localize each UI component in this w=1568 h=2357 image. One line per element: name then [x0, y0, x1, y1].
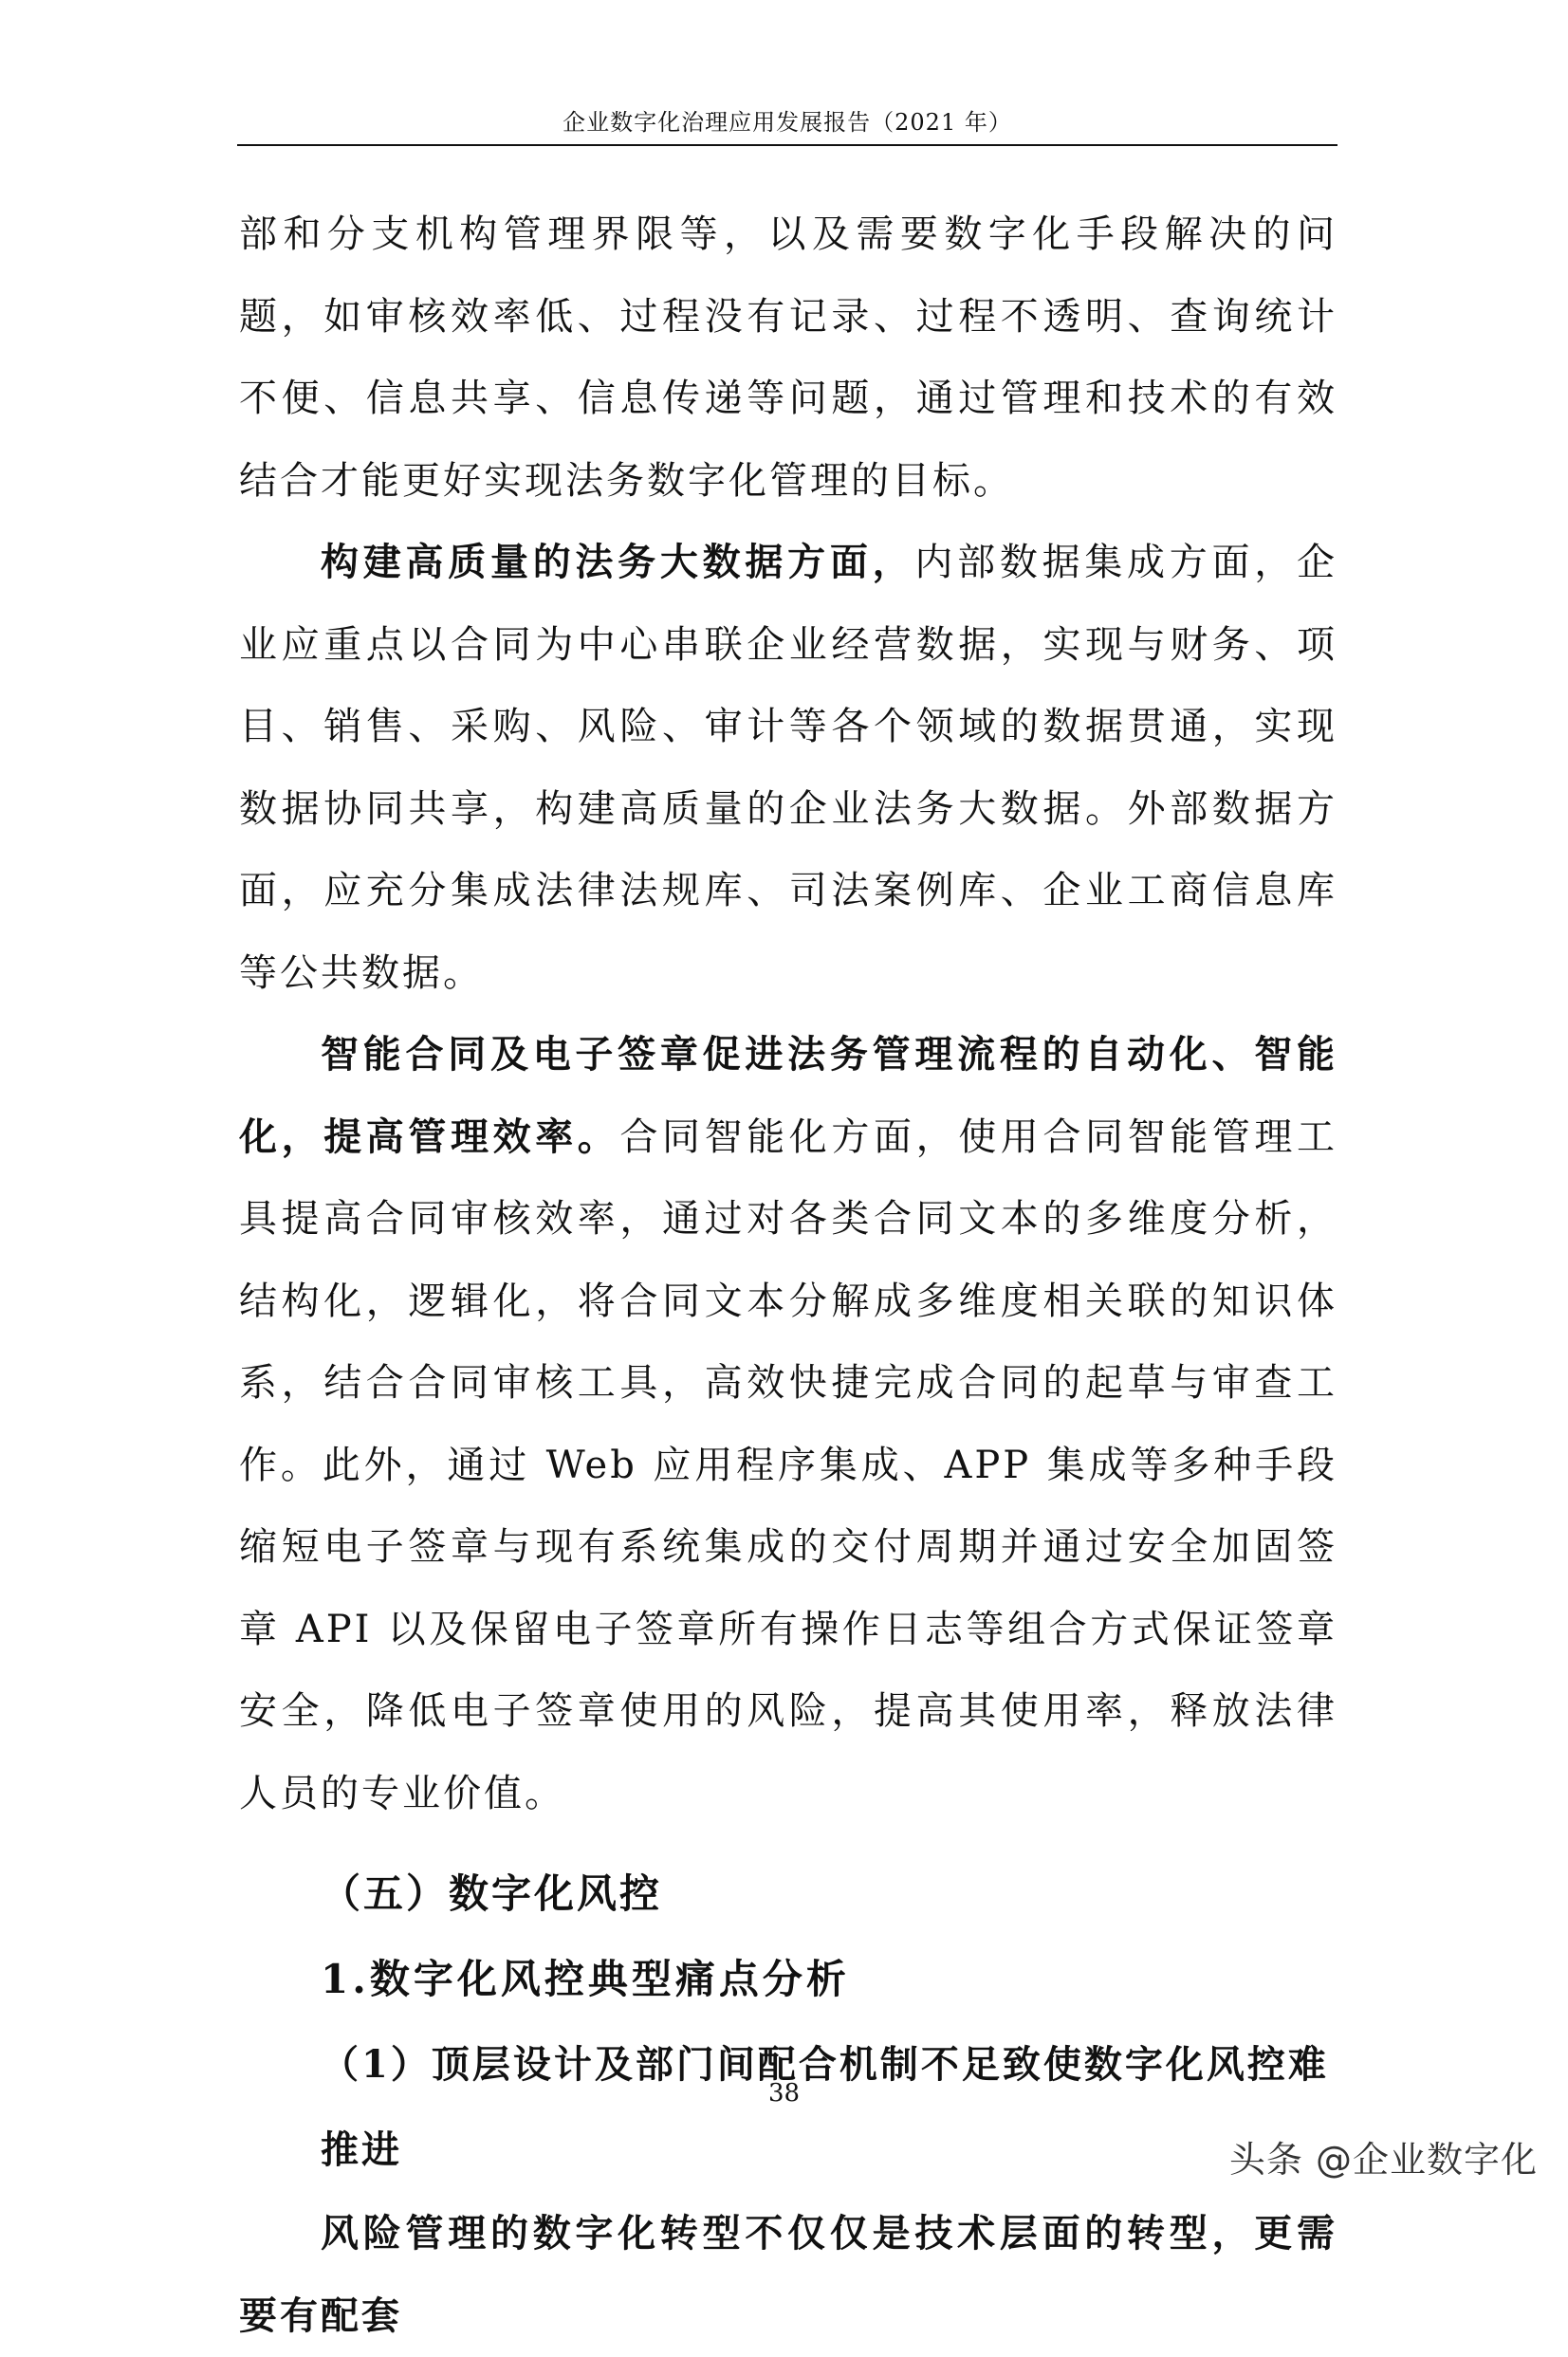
paragraph-3-lead: 智能合同及电子签章促进法务管理流程的自动化、智能化，提高管理效率。 [239, 1032, 1337, 1159]
paragraph-1: 部和分支机构管理界限等，以及需要数字化手段解决的问题，如审核效率低、过程没有记录、过程不透明、查询统计不便、信息共享、信息传递等问题，通过管理和技术的有效结合才能更好实现法务数字化管理的目标。 [239, 212, 1337, 503]
paragraph-2-text: 内部数据集成方面，企业应重点以合同为中心串联企业经营数据，实现与财务、项目、销售、采购、风险、审计等各个领域的数据贯通，实现数据协同共享，构建高质量的企业法务大数据。外部数据方面，应充分集成法律法规库、司法案例库、企业工商信息库等公共数据。 [239, 541, 1338, 995]
running-header: 企业数字化治理应用发展报告（2021 年） [563, 109, 1012, 136]
page-number: 38 [767, 2079, 801, 2108]
subsubsection-heading: （1）顶层设计及部门间配合机制不足致使数字化风控难推进 [321, 2042, 1329, 2172]
watermark-text: 头条 @企业数字化 [1228, 2139, 1538, 2181]
header-rule [237, 144, 1337, 146]
paragraph-3 [239, 1014, 1337, 1834]
subsection-heading: 1.数字化风控典型痛点分析 [321, 1956, 850, 2002]
paragraph-2-lead: 构建高质量的法务大数据方面， [321, 540, 915, 584]
paragraph-3-text: 合同智能化方面，使用合同智能管理工具提高合同审核效率，通过对各类合同文本的多维度分析，结构化，逻辑化，将合同文本分解成多维度相关联的知识体系，结合合同审核工具，高效快捷完成合同的起草与审查工作。此外，通过 Web 应用程序集成、APP 集成等多种手段缩短电子签章与现有系统集成的交付周期并通过安全加固签章 API 以及保留电子签章所有操作日志等组合方式保证签章安全，降低电子签章使用的风险，提高其使用率，释放法律人员的专业价值。 [239, 1114, 1338, 1815]
paragraph-4: 风险管理的数字化转型不仅仅是技术层面的转型，更需要有配套 [239, 2211, 1337, 2338]
paragraph-2 [239, 522, 1337, 1014]
body-text [239, 193, 1337, 2357]
section-heading: （五）数字化风控 [321, 1870, 663, 1917]
